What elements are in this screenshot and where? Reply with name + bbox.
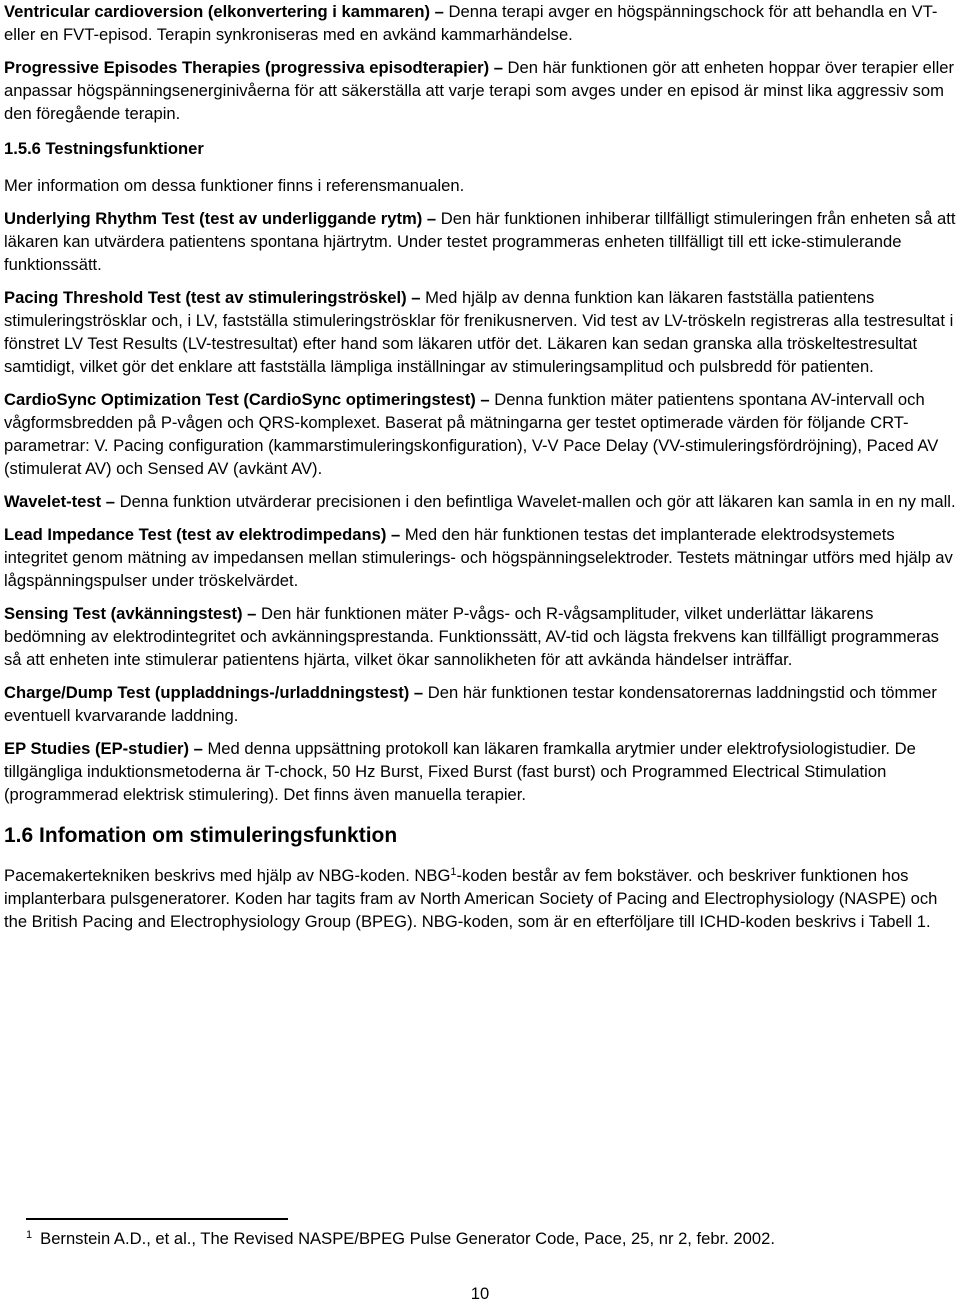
section-intro-reference-manual: Mer information om dessa funktioner finns i referensmanualen.	[4, 176, 465, 195]
text-ep-studies: Med denna uppsättning protokoll kan läkaren framkalla arytmier under elektrofysiologistudier. De tillgängliga induktionsmetoderna är T-chock, 50 Hz Burst, Fixed Burst (fast burst) och Programmed Electrical Stimulation (programmerad elektrisk stimulering). Det finns även manuella terapier.	[4, 739, 916, 804]
paragraph-nbg-code	[4, 864, 958, 933]
section-heading-pacing-information: 1.6 Infomation om stimuleringsfunktion	[4, 824, 398, 847]
text-ventricular-cardioversion: Denna terapi avger en högspänningschock för att behandla en VT- eller en FVT-episod. Terapin synkroniseras med en avkänd kammarhändelse.	[4, 2, 938, 44]
text-pacing-threshold-test: Med hjälp av denna funktion kan läkaren fastställa patientens stimuleringströsklar och, i LV, fastställa stimuleringströsklar för frenikusnerven. Vid test av LV-tröskeln registreras alla testresultat i fönstret LV Test Results (LV-testresultat) efter hand som läkaren utför det. Läkaren kan sedan granska alla tröskeltestresultat samtidigt, vilket gör det enklare att fastställa lämpliga inställningar av stimuleringsamplitud och pulsbredd för patienten.	[4, 288, 954, 376]
text-lead-impedance-test: Med den här funktionen testas det implanterade elektrodsystemets integritet genom mätning av impedansen mellan stimulerings- och högspänningselektroder. Testets mätningar utförs med hjälp av lågspänningspulser under tröskelvärdet.	[4, 525, 953, 590]
text-wavelet-test: Denna funktion utvärderar precisionen i den befintliga Wavelet-mallen och gör att läkaren kan samla in en ny mall.	[114, 492, 956, 511]
term-wavelet-test: Wavelet-test –	[4, 492, 115, 511]
term-underlying-rhythm-test: Underlying Rhythm Test (test av underliggande rytm) –	[4, 209, 437, 228]
paragraph-wavelet-test	[4, 490, 958, 513]
nbg-text-after-footnote: -koden består av fem bokstäver. och beskriver funktionen hos implanterbara pulsgeneratorer. Koden har tagits fram av North American Society of Pacing and Electrophysiology (NASPE) och the British Pacing and Electrophysiology Group (BPEG). NBG-koden, som är en efterföljare till ICHD-koden beskrivs i Tabell 1.	[4, 866, 938, 931]
footnote-text: Bernstein A.D., et al., The Revised NASPE/BPEG Pulse Generator Code, Pace, 25, nr 2, febr. 2002.	[40, 1229, 775, 1248]
footnote-reference-marker: 1	[450, 866, 457, 878]
paragraph-charge-dump-test	[4, 681, 958, 727]
term-sensing-test: Sensing Test (avkänningstest) –	[4, 604, 257, 623]
nbg-text-before-footnote: Pacemakertekniken beskrivs med hjälp av NBG-koden. NBG	[4, 866, 451, 885]
footnote-marker: 1	[26, 1229, 33, 1241]
paragraph-underlying-rhythm-test	[4, 207, 958, 276]
term-lead-impedance-test: Lead Impedance Test (test av elektrodimpedans) –	[4, 525, 401, 544]
term-cardiosync-optimization-test: CardioSync Optimization Test (CardioSync optimeringstest) –	[4, 390, 490, 409]
text-underlying-rhythm-test: Den här funktionen inhiberar tillfälligt stimuleringen från enheten så att läkaren kan utvärdera patientens spontana hjärtrytm. Under testet programmeras enheten tillfälligt till ett icke-stimulerande funktionssätt.	[4, 209, 956, 274]
term-progressive-episodes: Progressive Episodes Therapies (progressiva episodterapier) –	[4, 58, 503, 77]
paragraph-cardiosync-optimization-test	[4, 388, 958, 480]
text-sensing-test: Den här funktionen mäter P-vågs- och R-vågsamplituder, vilket underlättar läkarens bedömning av elektrodintegritet och avkänningsprestanda. Funktionssätt, AV-tid och lägsta frekvens kan tillfälligt programmeras så att enheten inte stimulerar patientens hjärta, vilket ökar sannolikheten för att avkända händelser inträffar.	[4, 604, 939, 669]
paragraph-lead-impedance-test	[4, 523, 958, 592]
paragraph-sensing-test	[4, 602, 958, 671]
paragraph-pacing-threshold-test	[4, 286, 958, 378]
document-page	[4, 0, 958, 943]
text-progressive-episodes: Den här funktionen gör att enheten hoppar över terapier eller anpassar högspänningsenerginivåerna för att säkerställa att varje terapi som avges under en episod är minst lika aggressiv som den föregående terapin.	[4, 58, 955, 123]
footnote	[26, 1228, 775, 1250]
paragraph-ep-studies	[4, 737, 958, 806]
paragraph-progressive-episodes	[4, 56, 958, 125]
term-ventricular-cardioversion: Ventricular cardioversion (elkonvertering i kammaren) –	[4, 2, 444, 21]
term-ep-studies: EP Studies (EP-studier) –	[4, 739, 203, 758]
page-number: 10	[470, 1284, 490, 1303]
text-cardiosync-optimization-test: Denna funktion mäter patientens spontana AV-intervall och vågformsbredden på P-vågen och QRS-komplexet. Baserat på mätningarna ger testet optimerade värden för följande CRT-parametrar: V. Pacing configuration (kammarstimuleringskonfiguration), V-V Pace Delay (VV-stimuleringsfördröjning), Paced AV (stimulerat AV) och Sensed AV (avkänt AV).	[4, 390, 939, 478]
section-heading-testing-functions: 1.5.6 Testningsfunktioner	[4, 139, 204, 158]
footnote-divider	[26, 1218, 288, 1220]
text-charge-dump-test: Den här funktionen testar kondensatorernas laddningstid och tömmer eventuell kvarvarande laddning.	[4, 683, 937, 725]
paragraph-ventricular-cardioversion	[4, 0, 958, 46]
term-charge-dump-test: Charge/Dump Test (uppladdnings-/urladdningstest) –	[4, 683, 424, 702]
term-pacing-threshold-test: Pacing Threshold Test (test av stimuleringströskel) –	[4, 288, 421, 307]
